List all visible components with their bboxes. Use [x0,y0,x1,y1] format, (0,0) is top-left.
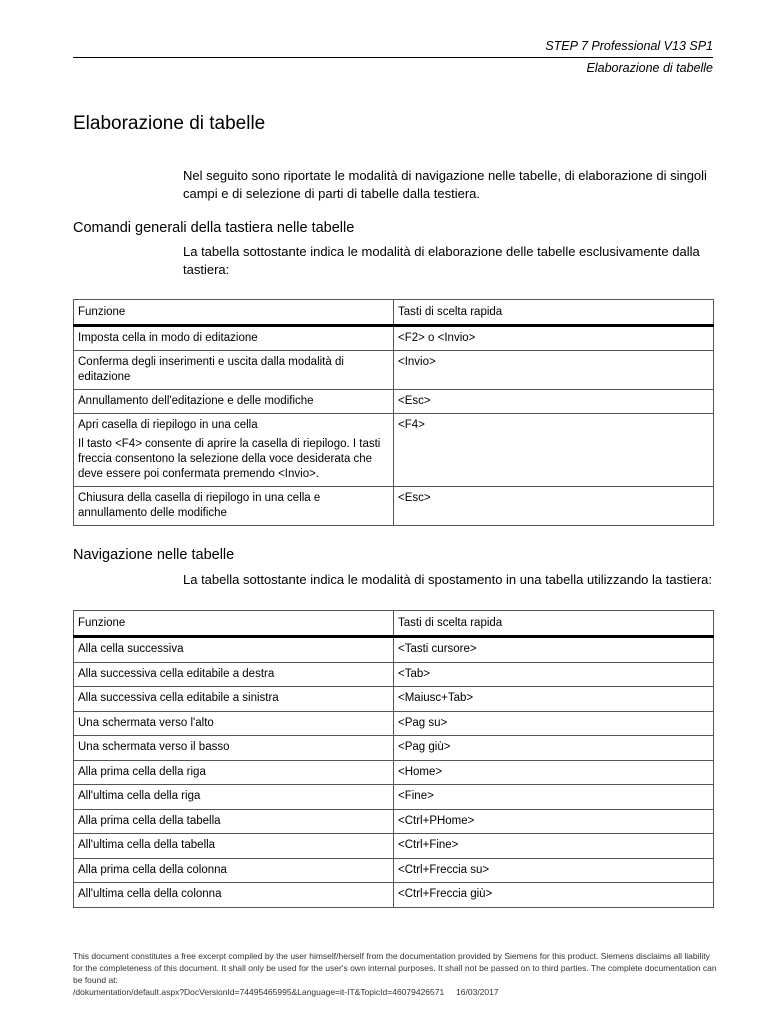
col-header-shortcuts: Tasti di scelta rapida [394,300,714,326]
function-cell: Annullamento dell'editazione e delle modifiche [74,390,394,414]
shortcut-cell: <Tab> [394,662,714,687]
shortcut-cell: <Ctrl+Fine> [394,834,714,859]
footer-disclaimer: This document constitutes a free excerpt compiled by the user himself/herself from the documentation provided by Siemens for this product. Siemens disclaims all liability for the completeness of this document. It shall only be used for the user's own internal purposes. It shall not be passed on to third parties. The complete documentation can be found at: [73,951,717,985]
shortcut-cell: <Ctrl+Freccia su> [394,858,714,883]
function-cell: Una schermata verso il basso [74,736,394,761]
function-cell: Alla prima cella della colonna [74,858,394,883]
shortcut-cell: <F4> [394,414,714,487]
shortcut-cell: <Pag su> [394,711,714,736]
page-footer [73,950,718,998]
page-title: Elaborazione di tabelle [73,113,266,134]
function-cell: All'ultima cella della riga [74,785,394,810]
header-section: Elaborazione di tabelle [586,61,713,75]
shortcut-cell: <Invio> [394,351,714,390]
footer-date: 16/03/2017 [456,987,499,997]
table-row [74,414,714,487]
function-cell [74,414,394,487]
shortcut-cell: <F2> o <Invio> [394,326,714,351]
intro-paragraph: Nel seguito sono riportate le modalità di navigazione nelle tabelle, di elaborazione di singoli campi e di selezione di parti di tabelle dalla testiera. [183,168,707,201]
table-row [74,637,714,663]
section1-description: La tabella sottostante indica le modalità di elaborazione delle tabelle esclusivamente dalla tastiera: [183,244,700,277]
shortcut-cell: <Home> [394,760,714,785]
table-row [74,760,714,785]
keyboard-commands-table [73,299,714,526]
function-cell: Alla cella successiva [74,637,394,663]
table-header-row [74,611,714,637]
table-row [74,883,714,908]
table-header-row [74,300,714,326]
shortcut-cell: <Pag giù> [394,736,714,761]
table-row [74,834,714,859]
section2-heading: Navigazione nelle tabelle [73,547,235,563]
function-text: Apri casella di riepilogo in una cella [78,419,258,431]
col-header-shortcuts: Tasti di scelta rapida [394,611,714,637]
function-cell: Chiusura della casella di riepilogo in una cella e annullamento delle modifiche [74,487,394,526]
table-row [74,809,714,834]
shortcut-cell: <Fine> [394,785,714,810]
function-cell: All'ultima cella della tabella [74,834,394,859]
shortcut-cell: <Esc> [394,487,714,526]
function-cell: Conferma degli inserimenti e uscita dalla modalità di editazione [74,351,394,390]
section1-heading: Comandi generali della tastiera nelle tabelle [73,220,355,236]
function-cell: Alla successiva cella editabile a destra [74,662,394,687]
shortcut-cell: <Ctrl+Freccia giù> [394,883,714,908]
function-cell: Imposta cella in modo di editazione [74,326,394,351]
shortcut-cell: <Esc> [394,390,714,414]
function-cell: Alla successiva cella editabile a sinistra [74,687,394,712]
col-header-function: Funzione [74,611,394,637]
function-cell: Una schermata verso l'alto [74,711,394,736]
page-header [73,38,713,77]
table-row [74,326,714,351]
function-cell: Alla prima cella della riga [74,760,394,785]
header-product: STEP 7 Professional V13 SP1 [73,38,713,58]
table-row [74,687,714,712]
col-header-function: Funzione [74,300,394,326]
shortcut-cell: <Tasti cursore> [394,637,714,663]
table-row [74,858,714,883]
table-row [74,487,714,526]
table-row [74,711,714,736]
function-note: Il tasto <F4> consente di aprire la casella di riepilogo. I tasti freccia consentono la selezione della voce desiderata che deve essere poi confermata premendo <Invio>. [78,438,381,480]
section2-description: La tabella sottostante indica le modalità di spostamento in una tabella utilizzando la tastiera: [183,572,712,587]
table-row [74,785,714,810]
shortcut-cell: <Ctrl+PHome> [394,809,714,834]
footer-url: /dokumentation/default.aspx?DocVersionId=74495465995&Language=it-IT&TopicId=46079426571 [73,987,445,997]
shortcut-cell: <Maiusc+Tab> [394,687,714,712]
navigation-table [73,610,714,908]
table-row [74,662,714,687]
function-cell: Alla prima cella della tabella [74,809,394,834]
table-row [74,390,714,414]
function-cell: All'ultima cella della colonna [74,883,394,908]
table-row [74,736,714,761]
table-row [74,351,714,390]
